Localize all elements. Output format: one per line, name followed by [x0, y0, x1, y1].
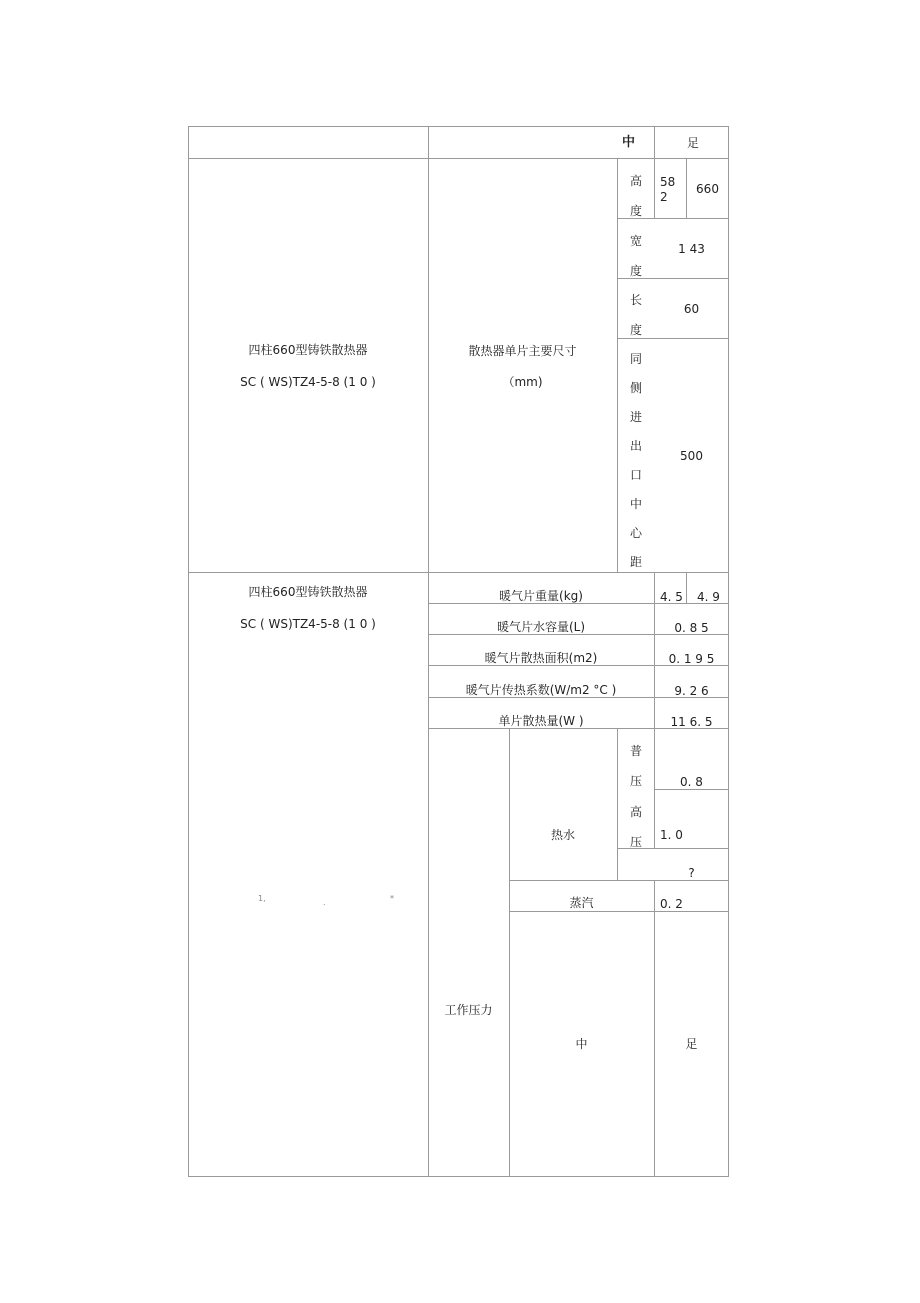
weight-value-a: 4. 5 — [660, 590, 683, 604]
row-line — [188, 572, 729, 573]
normal-pressure-value: 0. 8 — [680, 775, 703, 789]
hot-water-label: 热水 — [550, 828, 575, 842]
weight-label: 暖气片重量(kg) — [499, 589, 583, 603]
footer-right-cell: 足 — [685, 1037, 698, 1051]
heat-coef-value: 9. 2 6 — [674, 684, 709, 698]
steam-value: 0. 2 — [660, 897, 683, 911]
steam-label: 蒸汽 — [569, 896, 594, 910]
row-line — [654, 789, 729, 790]
width-label: 宽 度 — [629, 234, 642, 278]
row-line — [509, 911, 729, 912]
heat-area-value: 0. 1 9 5 — [668, 652, 715, 666]
section2-product-name: 四柱660型铸铁散热器 — [248, 585, 368, 599]
heat-output-value: 11 6. 5 — [670, 715, 713, 729]
blank-pressure-value: ? — [688, 866, 695, 880]
col-line — [617, 158, 618, 573]
col-line — [654, 158, 655, 219]
heat-coef-label: 暖气片传热系数(W/m2 °C ) — [465, 683, 617, 697]
table-border-left — [188, 126, 189, 1177]
col-line — [509, 728, 510, 1177]
product-model: SC ( WS)TZ4-5-8 (1 0 ) — [240, 375, 376, 389]
high-pressure-label: 高 压 — [629, 805, 642, 849]
high-pressure-value: 1. 0 — [660, 828, 683, 842]
col-line — [617, 728, 618, 881]
stray-mark: 1, — [258, 894, 266, 903]
product-name: 四柱660型铸铁散热器 — [248, 343, 368, 357]
table-border-right — [728, 126, 729, 1177]
header-right-cell: 足 — [687, 136, 700, 150]
dimensions-unit: （mm) — [502, 375, 543, 389]
length-label: 长 度 — [629, 293, 642, 337]
center-distance-value: 500 — [680, 449, 703, 463]
table-border-bottom — [188, 1176, 729, 1177]
water-capacity-value: 0. 8 5 — [674, 621, 709, 635]
length-value: 60 — [683, 302, 700, 316]
water-capacity-label: 暖气片水容量(L) — [496, 620, 586, 634]
row-line — [509, 880, 729, 881]
heat-output-label: 单片散热量(W ) — [498, 714, 584, 728]
header-mid-cell: 中 — [622, 135, 636, 150]
col-line — [654, 880, 655, 1177]
stray-mark: * — [390, 894, 394, 903]
height-label: 高 度 — [629, 174, 642, 218]
section2-product-model: SC ( WS)TZ4-5-8 (1 0 ) — [240, 617, 376, 631]
col-line — [654, 572, 655, 604]
col-line — [654, 126, 655, 159]
stray-mark: . — [323, 898, 326, 907]
row-line — [428, 603, 729, 604]
normal-pressure-label: 普 压 — [629, 744, 642, 788]
height-value-a: 58 2 — [660, 175, 676, 204]
table-border-top — [188, 126, 729, 127]
height-value-b: 660 — [696, 182, 719, 196]
footer-mid-cell: 中 — [575, 1037, 588, 1051]
working-pressure-label: 工作压力 — [444, 1003, 493, 1017]
width-value: 1 43 — [678, 242, 705, 256]
dimensions-label: 散热器单片主要尺寸 — [468, 344, 577, 358]
row-line — [188, 158, 729, 159]
heat-area-label: 暖气片散热面积(m2) — [484, 651, 598, 665]
weight-value-b: 4. 9 — [697, 590, 720, 604]
center-distance-label: 同 侧 进 出 口 中 心 距 — [629, 352, 642, 569]
col-line — [686, 572, 687, 604]
